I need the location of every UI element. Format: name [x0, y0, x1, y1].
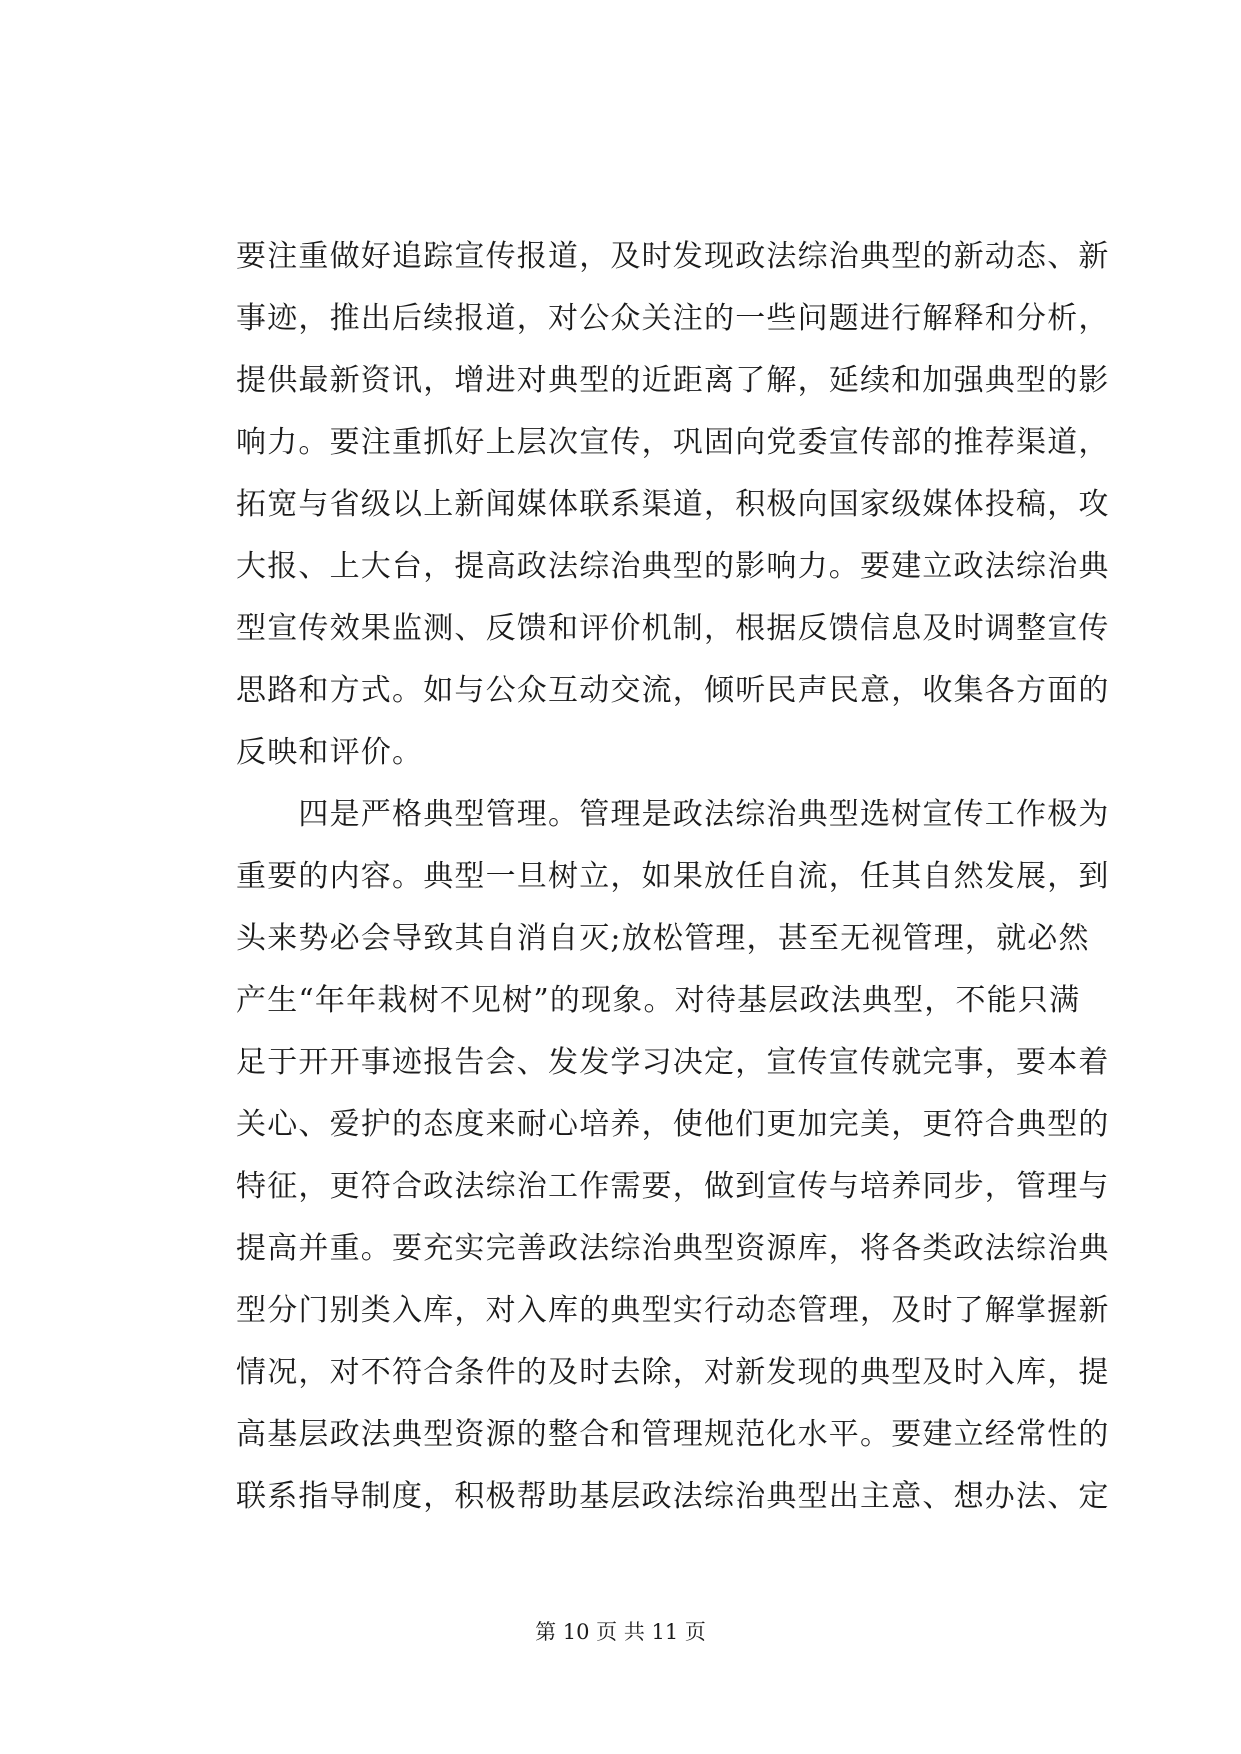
- text-line: 型宣传效果监测、反馈和评价机制，根据反馈信息及时调整宣传: [236, 611, 1110, 646]
- text-line: 足于开开事迹报告会、发发学习决定，宣传宣传就完事，要本着: [236, 1045, 1110, 1080]
- page-number-footer: 第 10 页 共 11 页: [535, 1620, 706, 1644]
- text-line: 提供最新资讯，增进对典型的近距离了解，延续和加强典型的影: [236, 363, 1110, 398]
- text-line: 联系指导制度，积极帮助基层政法综治典型出主意、想办法、定: [236, 1479, 1110, 1514]
- text-line: 思路和方式。如与公众互动交流，倾听民声民意，收集各方面的: [236, 673, 1110, 708]
- text-line: 重要的内容。典型一旦树立，如果放任自流，任其自然发展，到: [236, 859, 1110, 894]
- text-line: 拓宽与省级以上新闻媒体联系渠道，积极向国家级媒体投稿，攻: [236, 487, 1110, 522]
- text-line: 事迹，推出后续报道，对公众关注的一些问题进行解释和分析，: [236, 301, 1110, 336]
- text-line: 特征，更符合政法综治工作需要，做到宣传与培养同步，管理与: [236, 1169, 1110, 1204]
- text-line: 产生“年年栽树不见树”的现象。对待基层政法典型，不能只满: [236, 983, 1081, 1018]
- text-line: 情况，对不符合条件的及时去除，对新发现的典型及时入库，提: [236, 1355, 1110, 1390]
- text-line: 关心、爱护的态度来耐心培养，使他们更加完美，更符合典型的: [236, 1107, 1110, 1142]
- paragraph-start-line: 四是严格典型管理。管理是政法综治典型选树宣传工作极为: [236, 797, 1110, 832]
- text-line: 响力。要注重抓好上层次宣传，巩固向党委宣传部的推荐渠道，: [236, 425, 1110, 460]
- text-line: 高基层政法典型资源的整合和管理规范化水平。要建立经常性的: [236, 1417, 1110, 1452]
- text-line: 大报、上大台，提高政法综治典型的影响力。要建立政法综治典: [236, 549, 1110, 584]
- text-line: 反映和评价。: [236, 735, 424, 770]
- text-line: 头来势必会导致其自消自灭;放松管理，甚至无视管理，就必然: [236, 921, 1090, 956]
- text-line: 提高并重。要充实完善政法综治典型资源库，将各类政法综治典: [236, 1231, 1110, 1266]
- body-text: [236, 226, 1110, 1528]
- text-line: 型分门别类入库，对入库的典型实行动态管理，及时了解掌握新: [236, 1293, 1110, 1328]
- text-line: 要注重做好追踪宣传报道，及时发现政法综治典型的新动态、新: [236, 239, 1110, 274]
